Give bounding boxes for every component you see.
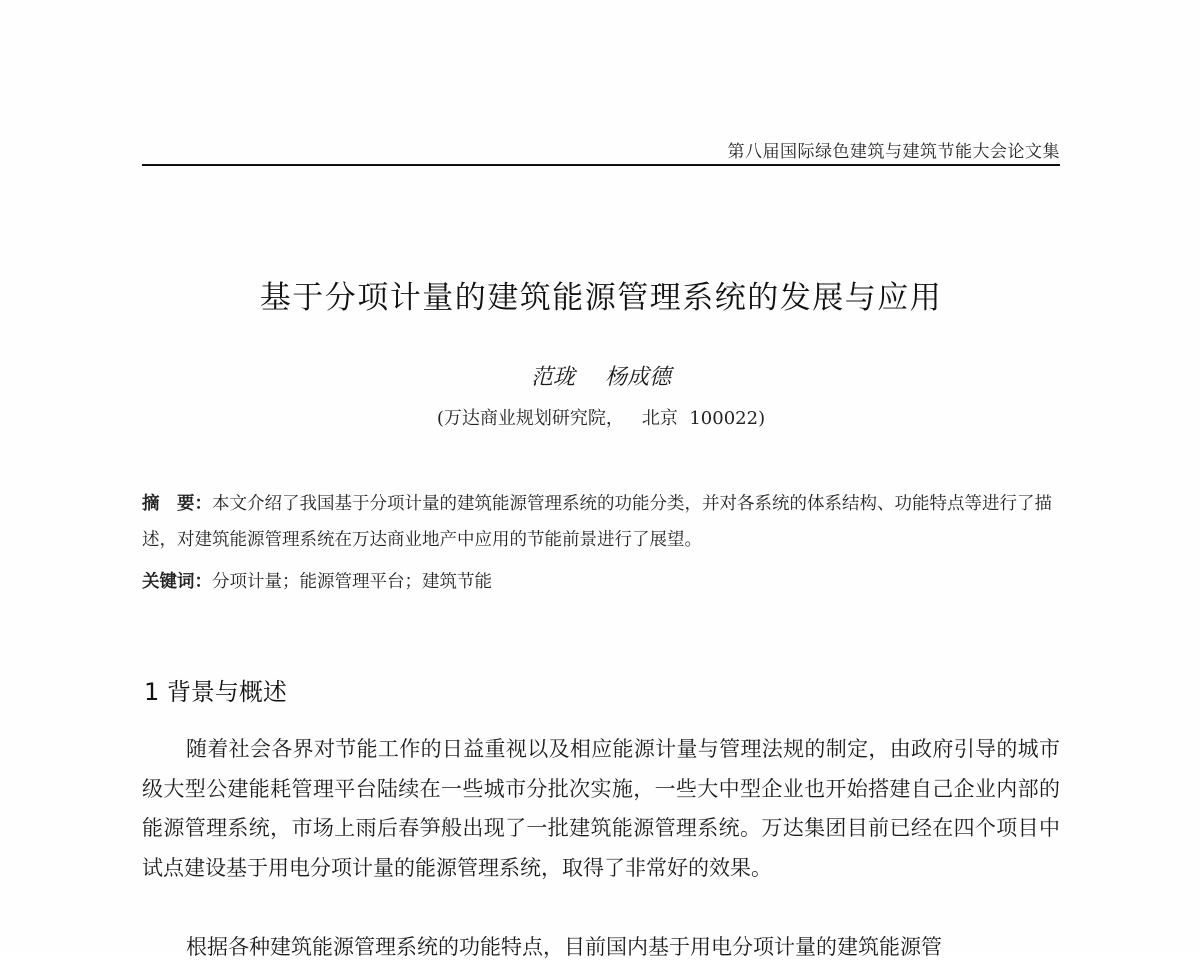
affiliation-zip: 100022) <box>689 408 766 429</box>
paper-title: 基于分项计量的建筑能源管理系统的发展与应用 <box>259 280 943 316</box>
affiliation-city: 北京 <box>641 408 678 429</box>
affiliation <box>142 404 1060 430</box>
header-rule <box>142 164 1060 166</box>
author-name: 范珑 <box>530 365 575 390</box>
abstract-label: 摘 要： <box>142 494 212 514</box>
author-list <box>142 360 1060 391</box>
affiliation-org: (万达商业规划研究院， <box>436 408 624 429</box>
keywords-text: 分项计量；能源管理平台；建筑节能 <box>212 572 492 592</box>
body-paragraph-partial: 根据各种建筑能源管理系统的功能特点，目前国内基于用电分项计量的建筑能源管 <box>186 935 942 959</box>
abstract <box>142 486 1060 558</box>
keywords-label: 关键词： <box>142 572 212 592</box>
author-name: 杨成德 <box>605 365 672 390</box>
abstract-text: 本文介绍了我国基于分项计量的建筑能源管理系统的功能分类，并对各系统的体系结构、功能特点等进行了描述，对建筑能源管理系统在万达商业地产中应用的节能前景进行了展望。 <box>142 494 1052 550</box>
keywords <box>142 568 492 593</box>
body-paragraph: 随着社会各界对节能工作的日益重视以及相应能源计量与管理法规的制定，由政府引导的城市级大型公建能耗管理平台陆续在一些城市分批次实施，一些大中型企业也开始搭建自己企业内部的能源管理系统，市场上雨后春笋般出现了一批建筑能源管理系统。万达集团目前已经在四个项目中试点建设基于用电分项计量的能源管理系统，取得了非常好的效果。 <box>142 737 1060 880</box>
running-header: 第八届国际绿色建筑与建筑节能大会论文集 <box>727 142 1060 162</box>
section-heading: 1 背景与概述 <box>144 678 287 706</box>
